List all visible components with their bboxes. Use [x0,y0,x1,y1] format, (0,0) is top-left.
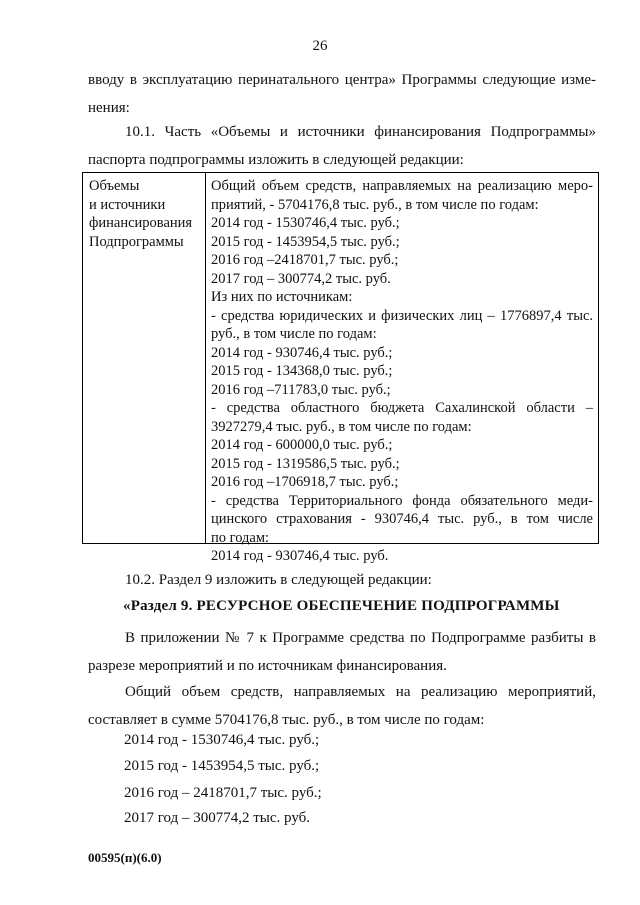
table-content-line: 3927279,4 тыс. руб., в том числе по годам: [211,418,472,435]
table-content-line: 2014 год - 930746,4 тыс. руб. [211,548,389,564]
table-content-line: 2017 год – 300774,2 тыс. руб. [211,270,391,287]
appendix-line-2: разрезе мероприятий и по источникам финансирования. [88,658,447,674]
document-code: 00595(п)(6.0) [88,850,162,865]
table-content-line: приятий, - 5704176,8 тыс. руб., в том числе по годам: [211,196,539,213]
intro-paragraph [88,66,596,122]
label-line: Объемы [89,178,140,194]
total-paragraph [88,678,596,734]
item-10-1-paragraph [88,118,596,174]
table-content-line: - средства Территориального фонда обязательного меди- [211,492,593,509]
total-line-1: Общий объем средств, направляемых на реализацию мероприятий, [125,684,596,700]
table-content-line: 2015 год - 134368,0 тыс. руб.; [211,363,393,379]
intro-line-1: вводу в эксплуатацию перинатального центра» Программы следующие изме- [88,72,596,88]
appendix-paragraph [88,624,596,680]
table-content-line: 2016 год –1706918,7 тыс. руб.; [211,474,399,490]
financing-table-content-cell [206,173,598,564]
financing-table-label-cell [83,173,206,543]
year-line: 2016 год – 2418701,7 тыс. руб.; [124,785,322,801]
table-content-line: 2014 год - 600000,0 тыс. руб.; [211,437,393,453]
table-content-line: по годам: [211,529,270,546]
page-number: 26 [312,38,328,54]
table-content-line: цинского страхования - 930746,4 тыс. руб., в том числе [211,511,593,527]
financing-table [82,172,599,564]
year-line: 2017 год – 300774,2 тыс. руб. [124,810,311,826]
table-content-line: 2016 год –2418701,7 тыс. руб.; [211,252,399,268]
section-heading: «Раздел 9. РЕСУРСНОЕ ОБЕСПЕЧЕНИЕ ПОДПРОГРАММЫ [123,598,560,614]
item-10-1-line-1: 10.1. Часть «Объемы и источники финансирования Подпрограммы» [125,124,596,140]
year-line: 2014 год - 1530746,4 тыс. руб.; [124,732,320,748]
item-10-2-paragraph: 10.2. Раздел 9 изложить в следующей редакции: [125,572,432,588]
year-line: 2015 год - 1453954,5 тыс. руб.; [124,758,320,774]
table-content-line: - средства юридических и физических лиц – 1776897,4 тыс. [211,307,593,324]
label-line: и источники [89,196,166,213]
label-line: Подпрограммы [89,233,184,250]
table-content-line: 2014 год - 1530746,4 тыс. руб.; [211,215,400,231]
table-content-line: 2015 год - 1453954,5 тыс. руб.; [211,233,400,250]
appendix-line-1: В приложении № 7 к Программе средства по Подпрограмме разбиты в [125,630,596,646]
total-line-2: составляет в сумме 5704176,8 тыс. руб., в том числе по годам: [88,712,485,728]
table-content-line: 2014 год - 930746,4 тыс. руб.; [211,344,393,361]
table-content-line: 2016 год –711783,0 тыс. руб.; [211,381,391,398]
intro-line-2: нения: [88,100,130,116]
table-content-line: - средства областного бюджета Сахалинской области – [211,400,593,416]
table-content-line: Общий объем средств, направляемых на реализацию меро- [211,178,593,194]
label-line: финансирования [89,215,193,231]
table-content-line: руб., в том числе по годам: [211,326,377,342]
table-content-line: 2015 год - 1319586,5 тыс. руб.; [211,455,400,472]
item-10-1-line-2: паспорта подпрограммы изложить в следующей редакции: [88,152,464,168]
table-content-line: Из них по источникам: [211,289,353,305]
